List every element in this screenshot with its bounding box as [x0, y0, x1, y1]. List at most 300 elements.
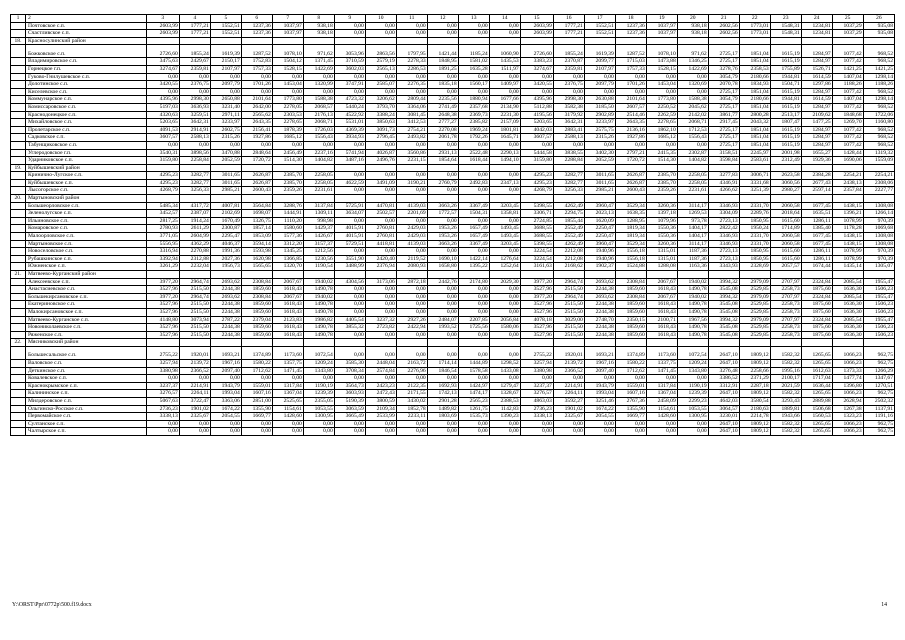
value-cell: 1851,04 — [739, 134, 770, 142]
value-cell: 1619,39 — [210, 45, 241, 58]
value-cell: 2726,60 — [520, 45, 553, 58]
value-cell: 4266,62 — [708, 187, 739, 195]
value-cell: 3850,63 — [365, 119, 396, 127]
value-cell: 3114,17 — [677, 240, 708, 248]
value-cell: 1556,43 — [677, 134, 708, 142]
column-number: 11 — [396, 15, 427, 23]
value-cell: 3256,33 — [553, 187, 584, 195]
value-cell: 2385,70 — [272, 179, 303, 187]
row-number — [11, 301, 26, 309]
value-cell: 3602,03 — [334, 65, 365, 73]
value-cell: 1556,18 — [615, 255, 646, 263]
empty-cell — [272, 37, 303, 45]
value-cell: 2244,38 — [584, 331, 615, 339]
value-cell: 4642,03 — [708, 397, 739, 405]
value-cell: 0,00 — [584, 73, 615, 81]
value-cell: 1720,72 — [615, 157, 646, 165]
value-cell: 0,00 — [146, 73, 179, 81]
value-cell: 4262,49 — [553, 202, 584, 210]
value-cell: 2600,43 — [241, 187, 272, 195]
value-cell: 4362,29 — [179, 240, 210, 248]
table-row — [11, 240, 895, 248]
value-cell: 0,00 — [553, 428, 584, 436]
value-cell: 2693,62 — [584, 278, 615, 286]
value-cell: 1593,98 — [241, 248, 272, 256]
value-cell: 2472,43 — [365, 390, 396, 398]
value-cell: 1506,23 — [863, 324, 894, 332]
value-cell: 0,00 — [179, 375, 210, 383]
settlement-name: Анастасиевское с.п. — [25, 286, 146, 294]
value-cell: 1173,60 — [646, 346, 677, 359]
empty-cell — [739, 195, 770, 203]
column-number: 10 — [365, 15, 396, 23]
empty-cell — [646, 271, 677, 279]
value-cell: 0,00 — [458, 88, 489, 96]
value-cell: 0,00 — [146, 88, 179, 96]
value-cell: 0,00 — [458, 217, 489, 225]
settlement-name: Мартыновское с.п. — [25, 240, 146, 248]
value-cell: 2529,85 — [739, 286, 770, 294]
value-cell: 0,00 — [615, 420, 646, 428]
value-cell: 2917,45 — [708, 119, 739, 127]
value-cell: 5444,58 — [520, 149, 553, 157]
table-row — [11, 65, 895, 73]
settlement-name: Киселевское с.п. — [25, 88, 146, 96]
value-cell: 2529,85 — [739, 308, 770, 316]
value-cell: 1287,52 — [615, 45, 646, 58]
row-number — [11, 22, 26, 30]
value-cell: 3598,84 — [708, 157, 739, 165]
row-number — [11, 103, 26, 111]
value-cell: 2067,67 — [646, 293, 677, 301]
table-row — [11, 286, 895, 294]
value-cell: 1428,60 — [272, 413, 303, 421]
value-cell: 1077,42 — [832, 45, 863, 58]
value-cell: 1848,95 — [427, 58, 458, 66]
value-cell: 4522,92 — [334, 111, 365, 119]
value-cell: 1550,36 — [646, 225, 677, 233]
value-cell: 1239,39 — [677, 390, 708, 398]
value-cell: 1809,12 — [739, 346, 770, 359]
value-cell: 1674,22 — [210, 405, 241, 413]
value-cell: 2235,56 — [427, 96, 458, 104]
table-row — [11, 141, 895, 149]
value-cell: 1424,97 — [458, 382, 489, 390]
value-cell: 1308,08 — [863, 240, 894, 248]
value-cell: 1967,16 — [584, 359, 615, 367]
value-cell: 0,00 — [427, 187, 458, 195]
empty-cell — [210, 164, 241, 172]
table-row — [11, 346, 895, 359]
value-cell: 1612,63 — [801, 367, 832, 375]
value-cell: 3274,67 — [520, 65, 553, 73]
settlement-name: Владимировское с.п. — [25, 58, 146, 66]
value-cell: 938,18 — [303, 22, 334, 30]
value-cell: 1677,66 — [489, 96, 520, 104]
value-cell: 1773,80 — [272, 96, 303, 104]
value-cell: 1792,26 — [458, 134, 489, 142]
value-cell: 1757,33 — [615, 65, 646, 73]
table-row — [11, 233, 895, 241]
value-cell: 2643,35 — [615, 119, 646, 127]
empty-cell — [708, 164, 739, 172]
empty-cell — [677, 195, 708, 203]
value-cell: 5741,94 — [334, 149, 365, 157]
section-number: 21. — [11, 271, 26, 279]
value-cell: 2212,08 — [553, 255, 584, 263]
value-cell: 3364,06 — [396, 103, 427, 111]
value-cell: 1270,51 — [863, 382, 894, 390]
empty-cell — [863, 271, 894, 279]
value-cell: 2060,58 — [770, 240, 801, 248]
value-cell: 3380,98 — [146, 367, 179, 375]
value-cell: 5729,51 — [334, 240, 365, 248]
empty-cell — [553, 339, 584, 347]
value-cell: 0,00 — [458, 141, 489, 149]
value-cell: 3527,96 — [146, 308, 179, 316]
table-row — [11, 210, 895, 218]
value-cell: 2492,83 — [458, 179, 489, 187]
value-cell: 2056,84 — [489, 316, 520, 324]
value-cell: 3540,31 — [146, 149, 179, 157]
value-cell: 2085,54 — [832, 293, 863, 301]
value-cell: 2597,14 — [801, 187, 832, 195]
value-cell: 2914,91 — [179, 126, 210, 134]
value-cell: 2379,04 — [241, 316, 272, 324]
value-cell: 1854,64 — [427, 157, 458, 165]
value-cell: 2109,34 — [365, 405, 396, 413]
value-cell: 968,52 — [863, 103, 894, 111]
value-cell: 2097,79 — [210, 81, 241, 89]
value-cell: 3230,01 — [708, 413, 739, 421]
value-cell: 2244,38 — [210, 308, 241, 316]
table-row — [11, 397, 895, 405]
value-cell: 2250,52 — [646, 103, 677, 111]
value-cell: 1862,10 — [646, 126, 677, 134]
table-row — [11, 73, 895, 81]
value-cell: 998,98 — [303, 217, 334, 225]
value-cell: 3367,49 — [458, 202, 489, 210]
value-cell: 1315,01 — [646, 255, 677, 263]
value-cell: 3452,57 — [146, 210, 179, 218]
value-cell: 1142,83 — [489, 405, 520, 413]
settlement-name: Милдеровское с.п. — [25, 397, 146, 405]
value-cell: 0,00 — [458, 375, 489, 383]
value-cell: 1072,54 — [303, 346, 334, 359]
value-cell: 3346,93 — [708, 240, 739, 248]
value-cell: 3251,39 — [739, 187, 770, 195]
value-cell: 0,00 — [210, 375, 241, 383]
empty-cell — [458, 195, 489, 203]
value-cell: 1722,06 — [863, 111, 894, 119]
value-cell: 1320,70 — [272, 263, 303, 271]
value-cell: 1286,11 — [801, 255, 832, 263]
value-cell: 2294,75 — [553, 210, 584, 218]
empty-cell — [770, 37, 801, 45]
value-cell: 1717,04 — [801, 375, 832, 383]
value-cell: 935,08 — [863, 30, 894, 38]
value-cell: 2237,16 — [303, 149, 334, 157]
value-cell: 3592,27 — [553, 397, 584, 405]
value-cell: 4026,87 — [365, 149, 396, 157]
value-cell: 3527,96 — [520, 331, 553, 339]
value-cell: 0,00 — [584, 428, 615, 436]
value-cell: 2797,21 — [615, 149, 646, 157]
value-cell: 2515,50 — [179, 324, 210, 332]
value-cell: 3527,96 — [146, 301, 179, 309]
column-number: 22 — [739, 15, 770, 23]
empty-cell — [241, 195, 272, 203]
value-cell: 2176,13 — [303, 111, 334, 119]
table-row — [11, 278, 895, 286]
empty-cell — [334, 37, 365, 45]
value-cell: 3642,31 — [553, 119, 584, 127]
value-cell: 5203,65 — [146, 119, 179, 127]
value-cell: 2583,61 — [739, 157, 770, 165]
value-cell: 3114,17 — [677, 202, 708, 210]
value-cell: 3977,20 — [520, 293, 553, 301]
value-cell: 0,00 — [210, 88, 241, 96]
value-cell: 970,39 — [863, 217, 894, 225]
value-cell: 1889,81 — [770, 405, 801, 413]
column-number: 18 — [615, 15, 646, 23]
value-cell: 2359,81 — [553, 65, 584, 73]
value-cell: 3527,96 — [146, 286, 179, 294]
empty-cell — [365, 271, 396, 279]
row-number — [11, 119, 26, 127]
value-cell: 0,00 — [458, 172, 489, 180]
value-cell: 1037,29 — [832, 22, 863, 30]
value-cell: 962,75 — [863, 390, 894, 398]
empty-cell — [584, 37, 615, 45]
value-cell: 0,00 — [646, 375, 677, 383]
row-number — [11, 58, 26, 66]
value-cell: 1955,47 — [863, 316, 894, 324]
empty-cell — [458, 339, 489, 347]
value-cell: 1618,43 — [646, 308, 677, 316]
table-row — [11, 375, 895, 383]
value-cell: 5485,34 — [146, 202, 179, 210]
value-cell: 1506,23 — [863, 286, 894, 294]
empty-cell — [146, 37, 179, 45]
settlement-name: Углеродовское г.п. — [25, 149, 146, 157]
value-cell: 2250,47 — [584, 233, 615, 241]
value-cell: 1967,56 — [677, 316, 708, 324]
value-cell: 2122,35 — [396, 382, 427, 390]
value-cell: 1693,21 — [584, 346, 615, 359]
value-cell: 2707,97 — [770, 278, 801, 286]
row-number — [11, 316, 26, 324]
empty-cell — [615, 271, 646, 279]
value-cell: 3233,97 — [210, 119, 241, 127]
value-cell: 1490,78 — [677, 324, 708, 332]
value-cell: 970,39 — [863, 248, 894, 256]
value-cell: 0,00 — [334, 141, 365, 149]
value-cell: 4042,03 — [520, 126, 553, 134]
value-cell: 1077,42 — [832, 134, 863, 142]
row-number — [11, 157, 26, 165]
value-cell: 1367,04 — [272, 390, 303, 398]
value-cell: 1191,16 — [863, 413, 894, 421]
value-cell: 2244,38 — [210, 331, 241, 339]
value-cell: 2623,58 — [770, 172, 801, 180]
value-cell: 1901,02 — [553, 405, 584, 413]
value-cell: 3011,65 — [584, 179, 615, 187]
value-cell: 2493,82 — [396, 134, 427, 142]
value-cell: 1712,53 — [677, 126, 708, 134]
value-cell: 0,00 — [365, 346, 396, 359]
value-cell: 1471,45 — [272, 367, 303, 375]
value-cell: 4139,03 — [396, 240, 427, 248]
value-cell: 1474,17 — [458, 390, 489, 398]
value-cell: 1901,02 — [179, 405, 210, 413]
value-cell: 0,00 — [396, 286, 427, 294]
value-cell: 2565,23 — [458, 397, 489, 405]
settlement-name: Первомайское с.п. — [25, 413, 146, 421]
value-cell: 1160,80 — [863, 119, 894, 127]
value-cell: 0,00 — [334, 22, 365, 30]
value-cell: 1848,68 — [832, 111, 863, 119]
row-number — [11, 382, 26, 390]
table-row — [11, 103, 895, 111]
value-cell: 2325,67 — [553, 413, 584, 421]
value-cell: 0,00 — [334, 187, 365, 195]
value-cell: 0,00 — [677, 141, 708, 149]
value-cell: 2602,75 — [210, 126, 241, 134]
empty-cell — [615, 37, 646, 45]
value-cell: 3582,38 — [553, 103, 584, 111]
value-cell: 2851,00 — [241, 397, 272, 405]
value-cell: 1037,97 — [272, 30, 303, 38]
value-cell: 3278,76 — [708, 65, 739, 73]
value-cell: 1154,61 — [646, 405, 677, 413]
value-cell: 1720,72 — [241, 157, 272, 165]
value-cell: 2270,08 — [427, 126, 458, 134]
value-cell: 4195,56 — [520, 111, 553, 119]
value-cell: 1859,60 — [241, 286, 272, 294]
value-cell: 1855,44 — [553, 217, 584, 225]
settlement-name: Калининское с.п. — [25, 390, 146, 398]
settlement-name: Ряженское с.п. — [25, 331, 146, 339]
empty-cell — [489, 271, 520, 279]
value-cell: 1940,02 — [303, 293, 334, 301]
value-cell: 0,00 — [365, 217, 396, 225]
value-cell: 0,00 — [241, 420, 272, 428]
value-cell: 1801,81 — [489, 126, 520, 134]
value-cell: 2630,88 — [584, 96, 615, 104]
row-number — [11, 141, 26, 149]
value-cell: 2067,67 — [646, 278, 677, 286]
table-row — [11, 405, 895, 413]
table-row — [11, 179, 895, 187]
value-cell: 1404,82 — [677, 157, 708, 165]
value-cell: 3688,55 — [520, 225, 553, 233]
value-cell: 1328,67 — [489, 390, 520, 398]
value-cell: 3203,45 — [489, 240, 520, 248]
value-cell: 2290,13 — [489, 149, 520, 157]
value-cell: 2529,85 — [739, 324, 770, 332]
value-cell: 1712,62 — [241, 367, 272, 375]
value-cell: 0,00 — [427, 22, 458, 30]
row-number — [11, 405, 26, 413]
value-cell: 2647,10 — [708, 428, 739, 436]
value-cell: 2760,79 — [427, 179, 458, 187]
value-cell: 0,00 — [303, 375, 334, 383]
empty-cell — [677, 164, 708, 172]
value-cell: 2603,99 — [146, 30, 179, 38]
row-number — [11, 111, 26, 119]
value-cell: 2748,70 — [584, 316, 615, 324]
empty-cell — [739, 164, 770, 172]
table-row — [11, 157, 895, 165]
value-cell: 1618,43 — [272, 324, 303, 332]
value-cell: 3257,94 — [146, 359, 179, 367]
value-cell: 1618,43 — [646, 286, 677, 294]
value-cell: 2289,76 — [739, 210, 770, 218]
section-title: Красносулинский район — [25, 37, 146, 45]
value-cell: 1851,04 — [739, 103, 770, 111]
empty-cell — [489, 339, 520, 347]
value-cell: 0,00 — [365, 88, 396, 96]
value-cell: 0,00 — [553, 73, 584, 81]
value-cell: 1859,60 — [615, 308, 646, 316]
value-cell: 1037,29 — [832, 30, 863, 38]
value-cell: 1347,67 — [863, 375, 894, 383]
value-cell: 2100,17 — [770, 375, 801, 383]
value-cell: 2168,62 — [553, 263, 584, 271]
value-cell: 1317,84 — [646, 382, 677, 390]
value-cell: 2723,82 — [365, 324, 396, 332]
empty-cell — [739, 37, 770, 45]
value-cell: 1490,78 — [303, 301, 334, 309]
value-cell: 4015,91 — [334, 225, 365, 233]
value-cell: 0,00 — [427, 73, 458, 81]
value-cell: 1902,37 — [584, 263, 615, 271]
value-cell: 1237,36 — [241, 22, 272, 30]
empty-cell — [708, 339, 739, 347]
empty-cell — [553, 164, 584, 172]
value-cell: 1772,57 — [427, 210, 458, 218]
value-cell: 1453,04 — [272, 81, 303, 89]
value-cell: 1846,54 — [427, 367, 458, 375]
value-cell: 2258,73 — [770, 308, 801, 316]
value-cell: 1582,32 — [770, 390, 801, 398]
value-cell: 2027,36 — [210, 255, 241, 263]
value-cell: 3206,62 — [365, 96, 396, 104]
value-cell: 0,00 — [210, 428, 241, 436]
value-cell: 2817,25 — [146, 217, 179, 225]
value-cell: 1950,24 — [739, 225, 770, 233]
value-cell: 2232,04 — [179, 263, 210, 271]
value-cell: 2299,23 — [677, 397, 708, 405]
value-cell: 2515,50 — [553, 331, 584, 339]
settlement-name: Новониколаевское с.п. — [25, 324, 146, 332]
value-cell: 1284,97 — [801, 141, 832, 149]
value-cell: 3560,86 — [396, 149, 427, 157]
value-cell: 0,00 — [677, 420, 708, 428]
value-cell: 1577,36 — [272, 233, 303, 241]
value-cell: 2604,99 — [179, 233, 210, 241]
value-cell: 4268,79 — [146, 187, 179, 195]
value-cell: 1438,15 — [832, 202, 863, 210]
value-cell: 1927,86 — [241, 134, 272, 142]
value-cell: 3237,37 — [146, 382, 179, 390]
value-cell: 1819,34 — [615, 225, 646, 233]
settlement-name: Божковское с.п. — [25, 45, 146, 58]
value-cell: 3259,51 — [179, 111, 210, 119]
value-cell: 1588,38 — [677, 96, 708, 104]
value-cell: 2515,50 — [179, 286, 210, 294]
